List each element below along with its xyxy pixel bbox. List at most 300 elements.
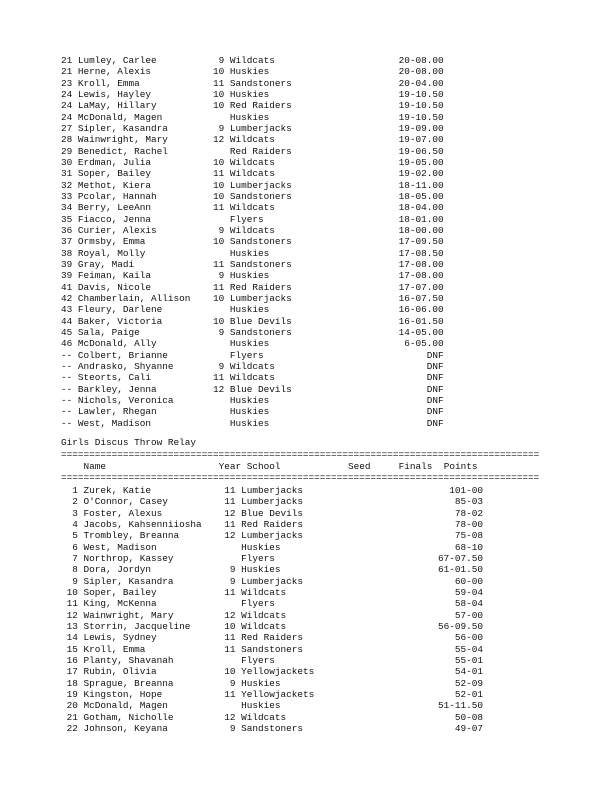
school: Red Raiders <box>229 281 343 293</box>
mark: 54-01 <box>353 666 484 678</box>
table-row <box>61 723 483 734</box>
year <box>202 146 225 157</box>
school: Flyers <box>241 552 354 564</box>
school: Blue Devils <box>229 315 343 327</box>
school: Blue Devils <box>241 507 354 519</box>
year: 12 <box>207 507 236 519</box>
mark: 14-05.00 <box>342 326 444 338</box>
year: 11 <box>201 281 225 293</box>
athlete-name: Chamberlain, Allison <box>77 292 202 304</box>
mark: 20-04.00 <box>342 77 444 89</box>
place: 5 <box>61 530 78 542</box>
year: 10 <box>201 190 225 202</box>
header-points: Points <box>443 461 478 472</box>
table-row <box>61 587 483 598</box>
table-row <box>61 418 444 429</box>
mark: 60-00 <box>353 575 484 587</box>
place: -- <box>61 394 73 406</box>
school: Wildcats <box>229 134 343 146</box>
athlete-name: Dora, Jordyn <box>83 564 208 576</box>
year <box>202 248 225 259</box>
mark: 19-06.50 <box>342 145 444 157</box>
table-row <box>61 316 444 327</box>
athlete-name: King, McKenna <box>83 598 208 610</box>
place: 37 <box>61 236 73 248</box>
place: 13 <box>61 620 78 632</box>
table-row <box>61 78 444 89</box>
school: Lumberjacks <box>241 496 354 508</box>
mark: 19-10.50 <box>342 88 444 100</box>
place: 21 <box>61 66 73 78</box>
athlete-name: Ormsby, Emma <box>77 236 202 248</box>
athlete-name: Erdman, Julia <box>77 156 202 168</box>
athlete-name: Sipler, Kasandra <box>83 575 208 587</box>
mark: 19-09.00 <box>342 122 444 134</box>
mark: 17-07.00 <box>342 281 444 293</box>
place: 30 <box>61 156 73 168</box>
place: 45 <box>61 326 73 338</box>
year: 12 <box>207 609 236 621</box>
athlete-name: Foster, Alexus <box>83 507 208 519</box>
mark: 50-08 <box>353 711 484 723</box>
table-row <box>61 327 444 338</box>
athlete-name: Barkley, Jenna <box>77 383 202 395</box>
table-row <box>61 293 444 304</box>
school: Wildcats <box>229 55 343 66</box>
place: 10 <box>61 586 78 598</box>
athlete-name: Northrop, Kassey <box>83 552 208 564</box>
mark: 19-10.50 <box>342 111 444 123</box>
table-row <box>61 89 444 100</box>
table-row <box>61 564 483 575</box>
school: Huskies <box>229 338 343 350</box>
school: Wildcats <box>241 711 354 723</box>
place: 34 <box>61 202 73 214</box>
school: Huskies <box>229 270 343 282</box>
mark: 52-01 <box>353 688 484 700</box>
mark: 18-01.00 <box>342 213 444 225</box>
year: 9 <box>201 55 225 66</box>
school: Sandstoners <box>229 236 343 248</box>
header-rule-single: ===================================================================================== <box>61 472 540 483</box>
school: Sandstoners <box>229 258 343 270</box>
table-row <box>61 168 444 179</box>
mark: 17-08.50 <box>342 247 444 259</box>
table-row <box>61 55 444 66</box>
year <box>202 350 225 361</box>
place: 2 <box>61 496 78 508</box>
place: 39 <box>61 270 73 282</box>
school: Lumberjacks <box>229 179 343 191</box>
school: Huskies <box>229 406 343 418</box>
athlete-name: Soper, Bailey <box>77 168 202 180</box>
year <box>202 395 225 406</box>
mark: 55-01 <box>353 654 484 666</box>
place: 3 <box>61 507 78 519</box>
athlete-name: Andrasko, Shyanne <box>77 360 202 372</box>
school: Wildcats <box>229 372 343 384</box>
place: 24 <box>61 88 73 100</box>
place: 20 <box>61 700 78 712</box>
mark: DNF <box>342 383 444 395</box>
year <box>207 553 235 564</box>
year: 10 <box>207 620 236 632</box>
place: -- <box>61 406 73 418</box>
table-row <box>61 146 444 157</box>
year: 11 <box>207 518 236 530</box>
year: 11 <box>207 688 236 700</box>
place: 42 <box>61 292 73 304</box>
table-row <box>61 236 444 247</box>
mark: 19-05.00 <box>342 156 444 168</box>
table-row <box>61 225 444 236</box>
place: 17 <box>61 666 78 678</box>
mark: 101-00 <box>353 485 484 496</box>
place: 12 <box>61 609 78 621</box>
place: 35 <box>61 213 73 225</box>
table-row <box>61 598 483 609</box>
mark: 20-08.00 <box>342 55 444 66</box>
athlete-name: McDonald, Magen <box>77 111 202 123</box>
table-row <box>61 395 444 406</box>
athlete-name: Berry, LeeAnn <box>77 202 202 214</box>
year: 11 <box>207 643 236 655</box>
table-row <box>61 678 483 689</box>
athlete-name: Methot, Kiera <box>77 179 202 191</box>
table-row <box>61 100 444 111</box>
year: 9 <box>207 575 236 587</box>
athlete-name: Lumley, Carlee <box>77 55 202 66</box>
year: 11 <box>207 485 236 496</box>
place: -- <box>61 383 73 395</box>
results-table-discus <box>61 485 483 734</box>
athlete-name: Fleury, Darlene <box>77 304 202 316</box>
mark: 58-04 <box>353 598 484 610</box>
table-row <box>61 689 483 700</box>
school: Wildcats <box>229 360 343 372</box>
mark: 16-06.00 <box>342 304 444 316</box>
table-row <box>61 338 444 349</box>
mark: 16-01.50 <box>342 315 444 327</box>
school: Sandstoners <box>241 722 354 734</box>
place: 18 <box>61 677 78 689</box>
table-row <box>61 282 444 293</box>
athlete-name: McDonald, Magen <box>83 700 208 712</box>
header-rule-double: ===================================================================================== <box>61 449 540 460</box>
mark: DNF <box>342 360 444 372</box>
table-row <box>61 66 444 77</box>
school: Wildcats <box>229 224 343 236</box>
mark: 52-09 <box>353 677 484 689</box>
athlete-name: Trombley, Breanna <box>83 530 208 542</box>
year: 12 <box>201 383 225 395</box>
athlete-name: West, Madison <box>77 417 202 429</box>
year: 9 <box>201 270 225 282</box>
year: 11 <box>207 632 236 644</box>
place: 29 <box>61 145 73 157</box>
table-row <box>61 666 483 677</box>
school: Yellowjackets <box>241 688 354 700</box>
header-spacer <box>61 461 84 472</box>
mark: 16-07.50 <box>342 292 444 304</box>
athlete-name: Jacobs, Kahsenniiosha <box>83 518 208 530</box>
school: Huskies <box>241 700 354 712</box>
athlete-name: Sipler, Kasandra <box>77 122 202 134</box>
place: 27 <box>61 122 73 134</box>
header-finals: Finals <box>398 461 433 472</box>
athlete-name: O'Connor, Casey <box>83 496 208 508</box>
place: -- <box>61 349 73 361</box>
athlete-name: Storrin, Jacqueline <box>83 620 208 632</box>
mark: 78-00 <box>353 518 484 530</box>
year <box>207 655 235 666</box>
mark: 78-02 <box>353 507 484 519</box>
school: Red Raiders <box>229 145 343 157</box>
place: 28 <box>61 134 73 146</box>
place: 46 <box>61 338 73 350</box>
table-row <box>61 610 483 621</box>
athlete-name: Soper, Bailey <box>83 586 208 598</box>
year: 10 <box>201 88 225 100</box>
athlete-name: Sala, Paige <box>77 326 202 338</box>
school: Wildcats <box>241 586 354 598</box>
table-row <box>61 157 444 168</box>
school: Huskies <box>229 417 343 429</box>
year: 12 <box>201 134 225 146</box>
year <box>202 214 225 225</box>
year: 11 <box>201 168 225 180</box>
mark: 18-11.00 <box>342 179 444 191</box>
table-row <box>61 632 483 643</box>
place: 24 <box>61 100 73 112</box>
place: 6 <box>61 541 78 553</box>
place: 43 <box>61 304 73 316</box>
table-row <box>61 350 444 361</box>
mark: 57-00 <box>353 609 484 621</box>
table-row <box>61 191 444 202</box>
mark: DNF <box>342 349 444 361</box>
mark: 17-08.00 <box>342 258 444 270</box>
mark: 61-01.50 <box>353 564 484 576</box>
school: Huskies <box>229 247 343 259</box>
year: 9 <box>201 326 225 338</box>
mark: 59-04 <box>353 586 484 598</box>
place: 21 <box>61 55 73 66</box>
school: Flyers <box>229 349 343 361</box>
year <box>202 418 225 429</box>
school: Wildcats <box>229 156 343 168</box>
athlete-name: Colbert, Brianne <box>77 349 202 361</box>
header-name: Name <box>83 461 107 472</box>
place: 24 <box>61 111 73 123</box>
athlete-name: Zurek, Katie <box>83 485 208 496</box>
school: Wildcats <box>229 202 343 214</box>
school: Wildcats <box>241 609 354 621</box>
year: 9 <box>207 677 236 689</box>
place: 22 <box>61 722 78 734</box>
table-row <box>61 406 444 417</box>
mark: 85-03 <box>353 496 484 508</box>
year <box>202 304 225 315</box>
athlete-name: Benedict, Rachel <box>77 145 202 157</box>
table-row <box>61 553 483 564</box>
athlete-name: Gray, Madi <box>77 258 202 270</box>
table-row <box>61 508 483 519</box>
year: 11 <box>207 586 236 598</box>
athlete-name: Wainwright, Mary <box>83 609 208 621</box>
place: 44 <box>61 315 73 327</box>
athlete-name: Wainwright, Mary <box>77 134 202 146</box>
table-row <box>61 576 483 587</box>
school: Flyers <box>241 598 354 610</box>
school: Red Raiders <box>241 518 354 530</box>
table-row <box>61 214 444 225</box>
school: Sandstoners <box>229 77 343 89</box>
athlete-name: Johnson, Keyana <box>83 722 208 734</box>
mark: 56-00 <box>353 632 484 644</box>
mark: 51-11.50 <box>353 700 484 712</box>
athlete-name: West, Madison <box>83 541 208 553</box>
athlete-name: McDonald, Ally <box>77 338 202 350</box>
school: Huskies <box>229 394 343 406</box>
athlete-name: Gotham, Nicholle <box>83 711 208 723</box>
place: 36 <box>61 224 73 236</box>
mark: 18-04.00 <box>342 202 444 214</box>
year: 10 <box>201 315 225 327</box>
athlete-name: Fiacco, Jenna <box>77 213 202 225</box>
school: Huskies <box>241 677 354 689</box>
mark: 49-07 <box>353 722 484 734</box>
school: Blue Devils <box>229 383 343 395</box>
table-row <box>61 304 444 315</box>
athlete-name: Curier, Alexis <box>77 224 202 236</box>
school: Huskies <box>241 564 354 576</box>
school: Sandstoners <box>229 326 343 338</box>
table-row <box>61 134 444 145</box>
athlete-name: Kingston, Hope <box>83 688 208 700</box>
athlete-name: Sprague, Breanna <box>83 677 208 689</box>
athlete-name: Kroll, Emma <box>83 643 208 655</box>
mark: 20-08.00 <box>342 66 444 78</box>
year <box>207 542 235 553</box>
year: 11 <box>201 258 225 270</box>
table-row <box>61 485 483 496</box>
school: Sandstoners <box>241 643 354 655</box>
place: 21 <box>61 711 78 723</box>
place: 19 <box>61 688 78 700</box>
school: Flyers <box>241 654 354 666</box>
year: 12 <box>207 530 236 542</box>
place: 4 <box>61 518 78 530</box>
year: 9 <box>201 224 225 236</box>
school: Lumberjacks <box>229 122 343 134</box>
year <box>207 598 235 609</box>
table-row <box>61 519 483 530</box>
athlete-name: Feiman, Kaila <box>77 270 202 282</box>
school: Yellowjackets <box>241 666 354 678</box>
table-row <box>61 496 483 507</box>
school: Red Raiders <box>229 100 343 112</box>
results-table-previous-event <box>61 55 444 429</box>
mark: 6-05.00 <box>342 338 444 350</box>
place: 32 <box>61 179 73 191</box>
school: Wildcats <box>241 620 354 632</box>
place: 16 <box>61 654 78 666</box>
year: 11 <box>201 77 225 89</box>
school: Lumberjacks <box>241 485 354 496</box>
header-seed: Seed <box>348 461 371 472</box>
table-row <box>61 123 444 134</box>
school: Flyers <box>229 213 343 225</box>
school: Lumberjacks <box>229 292 343 304</box>
event-title: Girls Discus Throw Relay <box>61 437 197 448</box>
athlete-name: Rubin, Olivia <box>83 666 208 678</box>
table-row <box>61 180 444 191</box>
place: 14 <box>61 632 78 644</box>
year: 10 <box>201 179 225 191</box>
mark: 55-04 <box>353 643 484 655</box>
school: Red Raiders <box>241 632 354 644</box>
mark: DNF <box>342 394 444 406</box>
header-school: School <box>246 461 281 472</box>
year: 9 <box>207 722 236 734</box>
athlete-name: Steorts, Cali <box>77 372 202 384</box>
year: 10 <box>201 66 225 78</box>
school: Sandstoners <box>229 190 343 202</box>
place: 38 <box>61 247 73 259</box>
athlete-name: Davis, Nicole <box>77 281 202 293</box>
place: 23 <box>61 77 73 89</box>
year: 9 <box>201 360 225 372</box>
mark: 75-08 <box>353 530 484 542</box>
school: Huskies <box>229 304 343 316</box>
year: 9 <box>201 122 225 134</box>
year: 10 <box>201 156 225 168</box>
school: Huskies <box>241 541 354 553</box>
school: Lumberjacks <box>241 530 354 542</box>
mark: 67-07.50 <box>353 552 484 564</box>
school: Huskies <box>229 88 343 100</box>
place: 11 <box>61 598 78 610</box>
mark: 19-02.00 <box>342 168 444 180</box>
year: 10 <box>201 236 225 248</box>
mark: 19-10.50 <box>342 100 444 112</box>
table-row <box>61 270 444 281</box>
table-row <box>61 700 483 711</box>
place: 8 <box>61 564 78 576</box>
mark: DNF <box>342 417 444 429</box>
athlete-name: Lawler, Rhegan <box>77 406 202 418</box>
year: 10 <box>207 666 236 678</box>
school: Lumberjacks <box>241 575 354 587</box>
place: -- <box>61 360 73 372</box>
table-row <box>61 259 444 270</box>
mark: 18-00.00 <box>342 224 444 236</box>
athlete-name: Nichols, Veronica <box>77 394 202 406</box>
place: 33 <box>61 190 73 202</box>
school: Wildcats <box>229 168 343 180</box>
mark: 17-09.50 <box>342 236 444 248</box>
table-row <box>61 202 444 213</box>
year: 12 <box>207 711 236 723</box>
place: 9 <box>61 575 78 587</box>
table-row <box>61 621 483 632</box>
year: 10 <box>201 292 225 304</box>
athlete-name: Baker, Victoria <box>77 315 202 327</box>
place: 1 <box>61 485 78 496</box>
school: Huskies <box>229 66 343 78</box>
athlete-name: Lewis, Sydney <box>83 632 208 644</box>
